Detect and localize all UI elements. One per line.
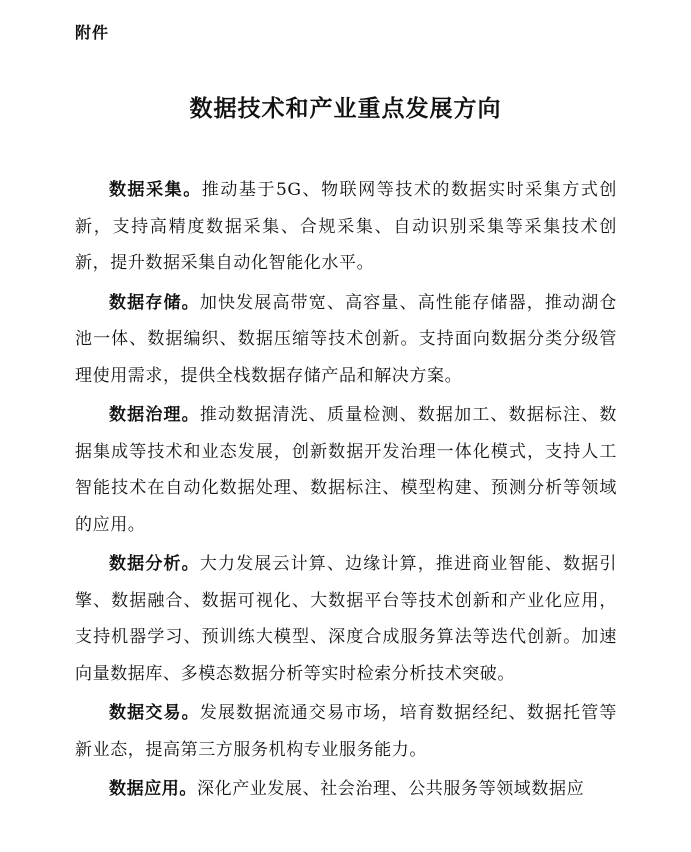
section-body: 推动数据清洗、质量检测、数据加工、数据标注、数据集成等技术和业态发展，创新数据开发治理一体化模式，支持人工智能技术在自动化数据处理、数据标注、模型构建、预测分析等领域的应用。 xyxy=(75,405,617,535)
section-heading: 数据分析。 xyxy=(109,554,200,574)
document-title: 数据技术和产业重点发展方向 xyxy=(189,95,502,122)
document-body xyxy=(75,172,617,811)
attachment-label: 附件 xyxy=(75,23,110,42)
section-data-analysis xyxy=(75,546,617,692)
section-body: 推动基于5G、物联网等技术的数据实时采集方式创新，支持高精度数据采集、合规采集、自动识别采集等采集技术创新，提升数据采集自动化智能化水平。 xyxy=(75,180,618,273)
section-heading: 数据存储。 xyxy=(109,292,200,313)
section-data-governance xyxy=(75,397,617,543)
section-heading: 数据治理。 xyxy=(109,405,200,425)
section-body: 深化产业发展、社会治理、公共服务等领域数据应 xyxy=(197,779,585,799)
section-heading: 数据交易。 xyxy=(109,703,200,723)
section-data-storage xyxy=(75,285,617,395)
section-data-trading xyxy=(75,695,617,768)
section-body: 发展数据流通交易市场，培育数据经纪、数据托管等新业态，提高第三方服务机构专业服务能力。 xyxy=(75,703,617,760)
section-heading: 数据应用。 xyxy=(109,779,197,799)
section-body: 加快发展高带宽、高容量、高性能存储器，推动湖仓池一体、数据编织、数据压缩等技术创新。支持面向数据分类分级管理使用需求，提供全栈数据存储产品和解决方案。 xyxy=(75,292,617,386)
section-heading: 数据采集。 xyxy=(109,180,202,200)
section-data-application xyxy=(75,771,617,808)
section-body: 大力发展云计算、边缘计算，推进商业智能、数据引擎、数据融合、数据可视化、大数据平台等技术创新和产业化应用，支持机器学习、预训练大模型、深度合成服务算法等迭代创新。加速向量数据库、多模态数据分析等实时检索分析技术突破。 xyxy=(75,554,617,684)
section-data-collection xyxy=(75,172,617,282)
